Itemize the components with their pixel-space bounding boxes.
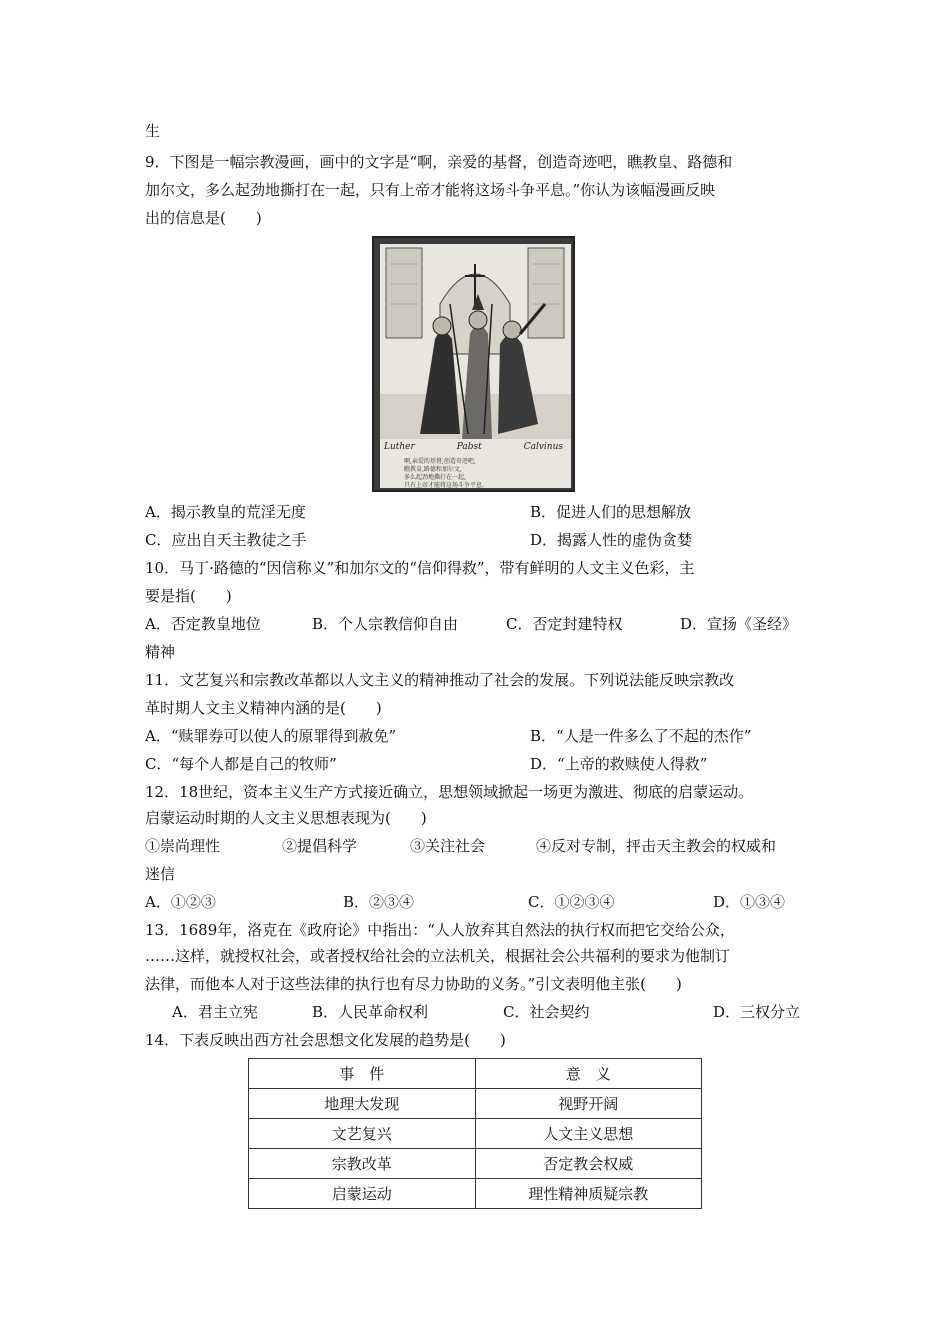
q12-item-1: ①崇尚理性 <box>145 837 221 855</box>
caption-line: 瞧教皇,路德和加尔文, <box>404 466 462 473</box>
q10-stem-line-1: 10．马丁·路德的“因信称义”和加尔文的“信仰得救”，带有鲜明的人文主义色彩，主 <box>145 559 695 577</box>
table-row <box>249 1179 702 1209</box>
table-cell: 地理大发现 <box>249 1089 476 1119</box>
q9-option-a: A．揭示教皇的荒淫无度 <box>145 503 306 521</box>
table-row <box>249 1089 702 1119</box>
cartoon-caption <box>404 458 484 490</box>
table-cell: 人文主义思想 <box>475 1119 702 1149</box>
q10-option-a: A．否定教皇地位 <box>145 615 261 633</box>
table-cell: 宗教改革 <box>249 1149 476 1179</box>
q13-stem-line-3: 法律，而他本人对于这些法律的执行也有尽力协助的义务。”引文表明他主张( ) <box>145 975 682 993</box>
table-header-cell: 意 义 <box>475 1059 702 1089</box>
table-header-row <box>249 1059 702 1089</box>
q11-option-b: B．“人是一件多么了不起的杰作” <box>530 727 752 745</box>
q13-stem-line-2: ……这样，就授权社会，或者授权给社会的立法机关，根据社会公共福利的要求为他制订 <box>145 947 731 965</box>
events-significance-table <box>248 1058 702 1209</box>
caption-line: 只有上帝才能将这场斗争平息. <box>404 482 484 489</box>
fragment-top: 生 <box>145 122 161 140</box>
q12-stem-line-1: 12．18世纪，资本主义生产方式接近确立，思想领域掀起一场更为激进、彻底的启蒙运动。 <box>145 783 754 801</box>
q12-option-b: B．②③④ <box>343 893 415 911</box>
q13-option-b: B．人民革命权利 <box>312 1003 429 1021</box>
table-cell: 启蒙运动 <box>249 1179 476 1209</box>
q14-stem: 14．下表反映出西方社会思想文化发展的趋势是( ) <box>145 1031 506 1049</box>
q13-option-a: A．君主立宪 <box>172 1003 258 1021</box>
q9-stem-line-1: 9．下图是一幅宗教漫画，画中的文字是“啊，亲爱的基督，创造奇迹吧，瞧教皇、路德和 <box>145 153 733 171</box>
table-cell: 文艺复兴 <box>249 1119 476 1149</box>
q12-stem-line-2: 启蒙运动时期的人文主义思想表现为( ) <box>145 809 427 827</box>
table-row <box>249 1119 702 1149</box>
q10-stem-line-2: 要是指( ) <box>145 587 232 605</box>
religious-cartoon-image <box>372 236 575 492</box>
q10-option-d-continued: 精神 <box>145 643 176 661</box>
q11-option-a: A．“赎罪券可以使人的原罪得到赦免” <box>145 727 397 745</box>
q11-stem-line-1: 11．文艺复兴和宗教改革都以人文主义的精神推动了社会的发展。下列说法能反映宗教改 <box>145 671 735 689</box>
q12-option-c: C．①②③④ <box>528 893 615 911</box>
caption-line: 啊,亲爱的基督,创造奇迹吧, <box>404 458 476 465</box>
caption-line: 多么起劲地撕打在一起, <box>404 474 466 481</box>
q13-stem-line-1: 13．1689年，洛克在《政府论》中指出：“人人放弃其自然法的执行权而把它交给公众， <box>145 921 735 939</box>
q11-stem-line-2: 革时期人文主义精神内涵的是( ) <box>145 699 382 717</box>
q12-option-d: D．①③④ <box>713 893 786 911</box>
q10-option-b: B．个人宗教信仰自由 <box>312 615 459 633</box>
q11-option-c: C．“每个人都是自己的牧师” <box>145 755 337 773</box>
table-cell: 视野开阔 <box>475 1089 702 1119</box>
q9-option-d: D．揭露人性的虚伪贪婪 <box>530 531 693 549</box>
q9-stem-line-3: 出的信息是( ) <box>145 209 262 227</box>
q12-option-a: A．①②③ <box>145 893 216 911</box>
q13-option-d: D．三权分立 <box>713 1003 801 1021</box>
label-luther: Luther <box>384 442 415 452</box>
q12-item-4: ④反对专制，抨击天主教会的权威和 <box>536 837 777 855</box>
q12-item-4-continued: 迷信 <box>145 865 176 883</box>
label-calvinus: Calvinus <box>523 442 563 452</box>
label-pabst: Pabst <box>456 442 482 452</box>
q9-option-b: B．促进人们的思想解放 <box>530 503 692 521</box>
q13-option-c: C．社会契约 <box>503 1003 590 1021</box>
q10-option-d: D．宣扬《圣经》 <box>680 615 798 633</box>
q10-option-c: C．否定封建特权 <box>506 615 623 633</box>
cartoon-name-labels <box>384 442 563 452</box>
q11-option-d: D．“上帝的救赎使人得救” <box>530 755 708 773</box>
q12-item-2: ②提倡科学 <box>282 837 358 855</box>
table-cell: 理性精神质疑宗教 <box>475 1179 702 1209</box>
table-header-cell: 事 件 <box>249 1059 476 1089</box>
table-cell: 否定教会权威 <box>475 1149 702 1179</box>
q12-item-3: ③关注社会 <box>410 837 486 855</box>
q9-option-c: C．应出自天主教徒之手 <box>145 531 307 549</box>
q9-stem-line-2: 加尔文，多么起劲地撕打在一起，只有上帝才能将这场斗争平息。”你认为该幅漫画反映 <box>145 181 716 199</box>
table-row <box>249 1149 702 1179</box>
